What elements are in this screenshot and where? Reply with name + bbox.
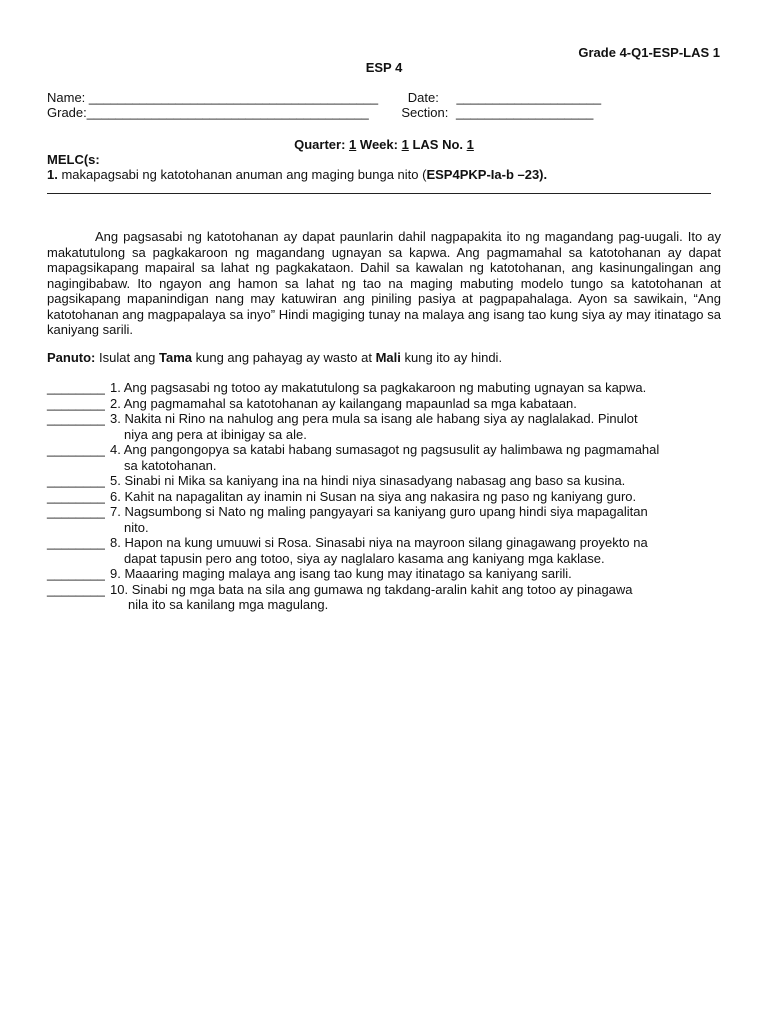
mali-keyword: Mali [375,350,401,365]
answer-blank[interactable]: ________ [47,380,105,395]
question-number: 7. [110,504,121,519]
las-value: 1 [466,137,474,152]
question-text: Kahit na napagalitan ay inamin ni Susan na siya ang nakasira ng paso ng kaniyang guro. [120,488,637,504]
question-text: Ang pangongopya sa katabi habang sumasagot ng pagsusulit ay halimbawa ng pagmamahal [120,442,660,457]
answer-blank[interactable]: ________ [47,504,105,519]
melc-item-code: ESP4PKP-Ia-b –23). [426,167,548,182]
question-item [47,489,727,505]
question-text: Maaaring maging malaya ang isang tao kung may itinatago sa kaniyang sarili. [120,566,572,581]
melc-item-text: makapagsabi ng katotohanan anuman ang maging bunga nito ( [61,167,427,182]
section-field[interactable]: ___________________ [455,105,594,120]
question-number: 3. [110,411,121,426]
answer-blank[interactable]: ________ [47,581,105,597]
question-number: 8. [110,535,121,550]
intro-paragraph: Ang pagsasabi ng katotohanan ay dapat paunlarin dahil nagpapakita ito ng magandang pag-uugali. Ito ay makatutulong sa pagkakaroon ng magandang ugnayan sa kapwa. Ang pagmamahal sa katotohanan ay dapat mapagsikapang mapairal sa lahat ng pagkakataon. Dahil sa kawalan ng katotohanan, ang kasinungalingan ang nagingibabaw. Ito ngayon ang hamon sa lahat ng tao na maging mabuting modelo tungo sa katotohanan at pagsikapang mapanindigan nang may katuwiran ang piniling pasiya at pagpapahalaga. Ayon sa sawikain, “Ang katotohanan ang magpapalaya sa inyo” Hindi magiging tunay na malaya ang isang tao kung siya ay may itinatago sa kaniyang sarili. [47,229,721,337]
question-number: 9. [110,566,121,581]
question-item [47,442,727,473]
melc-item-number: 1. [47,167,58,182]
question-number: 1. [110,380,121,395]
answer-blank[interactable]: ________ [47,395,105,411]
question-item [47,380,727,396]
answer-blank[interactable]: ________ [47,442,105,457]
question-number: 6. [110,488,121,504]
question-number: 4. [110,442,121,457]
instructions-text-2: kung ang pahayag ay wasto at [192,350,376,365]
question-list [47,380,727,613]
question-text: Nakita ni Rino na nahulog ang pera mula sa isang ale habang siya ay naglalakad. Pinulot [120,411,638,426]
question-number: 5. [110,473,121,488]
answer-blank[interactable]: ________ [47,488,105,504]
instructions-text-1: Isulat ang [95,350,159,365]
question-item [47,582,727,613]
melc-heading: MELC(s: [47,152,100,167]
week-label: Week: [359,137,398,152]
question-text-continued: nito. [124,519,149,535]
question-text-continued: dapat tapusin pero ang totoo, siya ay naglalaro kasama ang kaniyang mga kaklase. [124,550,605,566]
date-field[interactable]: ____________________ [456,90,602,105]
quarter-week-las-line [0,137,768,153]
question-number: 2. [110,395,121,411]
name-date-row [47,90,601,106]
section-label: Section: [401,105,449,120]
question-item [47,566,727,582]
answer-blank[interactable]: ________ [47,473,105,488]
instructions-text-3: kung ito ay hindi. [400,350,503,365]
name-field[interactable]: ________________________________________ [88,90,379,105]
question-text: Hapon na kung umuuwi si Rosa. Sinasabi niya na mayroon silang ginagawang proyekto na [120,535,648,550]
question-text-continued: niya ang pera at ibinigay sa ale. [124,426,307,442]
question-text-continued: sa katotohanan. [124,457,217,473]
quarter-value: 1 [349,137,357,152]
question-text-continued: nila ito sa kanilang mga magulang. [128,597,329,612]
quarter-label: Quarter: [294,137,346,152]
question-item [47,535,727,566]
week-value: 1 [401,137,409,152]
question-number: 10. [110,581,129,597]
question-item [47,504,727,535]
instructions-label: Panuto: [47,350,96,365]
question-item [47,411,727,442]
grade-label: Grade: [47,105,87,120]
question-text: Ang pagmamahal sa katotohanan ay kailangang mapaunlad sa mga kabataan. [120,395,577,411]
question-text: Ang pagsasabi ng totoo ay makatutulong sa pagkakaroon ng mabuting ugnayan sa kapwa. [120,380,647,395]
melc-divider [47,193,711,194]
las-label: LAS No. [412,137,464,152]
answer-blank[interactable]: ________ [47,566,105,581]
grade-section-row [47,105,593,121]
question-item [47,396,727,412]
question-text: Sinabi ni Mika sa kaniyang ina na hindi niya sinasadyang nabasag ang baso sa kusina. [120,473,626,488]
instructions [47,350,502,366]
question-item [47,473,727,489]
subject-title: ESP 4 [365,60,403,75]
date-label: Date: [407,90,439,105]
answer-blank[interactable]: ________ [47,535,105,550]
question-text: Sinabi ng mga bata na sila ang gumawa ng takdang-aralin kahit ang totoo ay pinagawa [128,581,633,597]
name-label: Name: [47,90,86,105]
document-code: Grade 4-Q1-ESP-LAS 1 [578,45,720,60]
question-text: Nagsumbong si Nato ng maling pangyayari sa kaniyang guro upang hindi siya mapagalitan [120,504,648,519]
melc-item [47,167,547,183]
answer-blank[interactable]: ________ [47,411,105,426]
tama-keyword: Tama [159,350,192,365]
grade-field[interactable]: _______________________________________ [86,105,369,120]
